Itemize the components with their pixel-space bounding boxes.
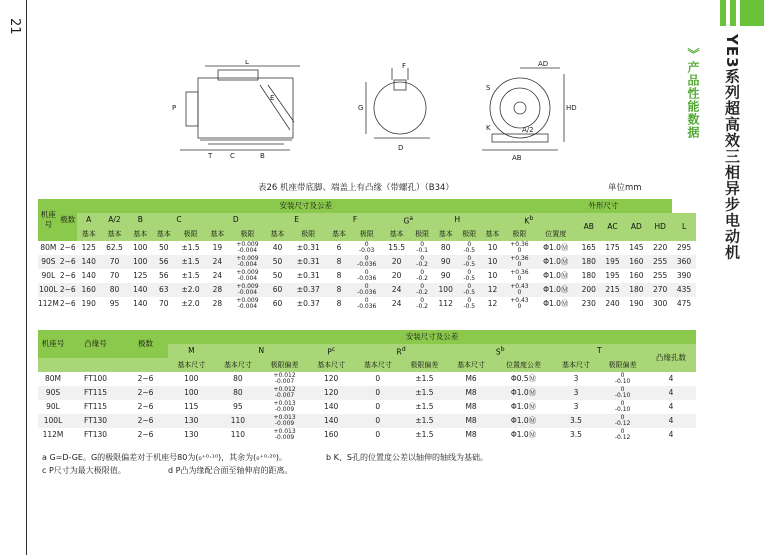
col-F: F <box>352 215 358 224</box>
cell: 3.5 <box>570 430 582 439</box>
label-C: C <box>230 152 235 160</box>
tol-cell: +0.009 -0.004 <box>229 255 266 269</box>
cell: 40 <box>272 243 283 252</box>
cell: 140 <box>133 299 148 308</box>
h2-install: 安装尺寸及公差 <box>405 332 459 341</box>
cell: ±1.5 <box>175 255 205 269</box>
label-G: G <box>358 104 364 112</box>
tol-cell: 0 -0.5 <box>458 255 481 269</box>
cell: ±0.31 <box>296 271 320 280</box>
cell: Φ1.0Ⓜ <box>494 386 552 400</box>
note-c: c P尺寸为最大极限值。 <box>42 466 126 475</box>
cell: 80M <box>40 243 57 252</box>
col2-S: $S^b$ <box>495 345 505 357</box>
cell: Φ1.0Ⓜ <box>535 283 577 297</box>
cell: 180 <box>624 283 648 297</box>
h-poles: 极数 <box>60 215 76 224</box>
cell: 140 <box>308 414 355 428</box>
tol-cell: 0 -0.12 <box>599 414 646 428</box>
tol-cell: 0 -0.2 <box>416 297 429 310</box>
cell: 140 <box>324 402 339 411</box>
cell: ±2.0 <box>181 299 200 308</box>
cell: FT130 <box>83 430 108 439</box>
cell: 8 <box>336 271 342 280</box>
col2-M: M <box>188 346 195 355</box>
cell: 90L <box>46 402 60 411</box>
cell: 4 <box>668 430 674 439</box>
label-B: B <box>260 152 265 160</box>
col-HD: HD <box>654 222 666 231</box>
cell: 190 <box>629 299 644 308</box>
cell: 390 <box>676 271 692 280</box>
note-a: a G=D-GE。G的极限偏差对于机座号80为(₀⁺⁰·¹⁰)，其余为(₀⁺⁰·²⁰)。 <box>42 453 287 462</box>
label-D: D <box>398 144 404 152</box>
cell: 80M <box>44 374 61 383</box>
cell: M8 <box>448 386 495 400</box>
table-row <box>38 414 696 428</box>
cell: 28 <box>212 299 223 308</box>
cell: 112M <box>38 299 59 308</box>
h-outline: 外形尺寸 <box>588 201 619 210</box>
col-L: L <box>681 222 687 231</box>
tol-cell: +0.009 -0.004 <box>236 241 259 254</box>
green-stripes <box>716 0 764 30</box>
cell: 100L <box>38 283 59 297</box>
tol-cell: +0.36 0 <box>504 255 535 269</box>
cell: 80 <box>101 283 129 297</box>
cell: 10 <box>481 255 504 269</box>
cell: 190 <box>81 299 96 308</box>
tol-cell: 0 -0.5 <box>463 269 476 282</box>
cell: 12 <box>487 299 498 308</box>
cell: 6 <box>336 243 342 252</box>
cell: 24 <box>206 255 229 269</box>
note-d: d P凸为缘配合面至轴伸肩的距离。 <box>168 466 293 475</box>
tol-cell: +0.36 0 <box>510 269 529 282</box>
tol-cell: +0.009 -0.004 <box>236 297 259 310</box>
cell: ±1.5 <box>415 402 434 411</box>
label-P: P <box>172 104 177 112</box>
col2-T: T <box>596 346 602 355</box>
cell: 435 <box>672 283 696 297</box>
cell: 140 <box>81 271 96 280</box>
cell: M6 <box>465 374 477 383</box>
cell: 100 <box>133 243 148 252</box>
cell: 0 <box>355 414 402 428</box>
cell: ±2.0 <box>175 283 205 297</box>
tol-cell: +0.36 0 <box>510 241 529 254</box>
label-L: L <box>245 60 249 66</box>
cell: ±0.31 <box>289 255 327 269</box>
cell: ±1.5 <box>181 271 200 280</box>
cell: 63 <box>152 283 175 297</box>
cell: 160 <box>629 271 644 280</box>
cell: 4 <box>668 374 674 383</box>
label-K: K <box>486 124 491 132</box>
label-A2: A/2 <box>522 126 534 134</box>
table-row <box>38 386 696 400</box>
tol-cell: +0.009 -0.004 <box>236 269 259 282</box>
cell: FT115 <box>83 402 108 411</box>
cell: 475 <box>676 299 692 308</box>
cell: ±1.5 <box>415 430 434 439</box>
cell: 70 <box>101 255 129 269</box>
table-row <box>38 269 696 283</box>
label-AD: AD <box>538 60 549 68</box>
cell: 8 <box>336 299 342 308</box>
cell: 50 <box>159 243 169 252</box>
cell: ±1.5 <box>415 374 434 383</box>
cell: 160 <box>77 283 101 297</box>
cell: 300 <box>653 299 668 308</box>
cell: FT115 <box>68 386 123 400</box>
cell: 2~6 <box>137 402 154 411</box>
cell: 8 <box>327 283 350 297</box>
cell: 3 <box>573 374 579 383</box>
tol-cell: 0 -0.12 <box>614 428 631 441</box>
cell: 145 <box>629 243 644 252</box>
flange-dimension-table: 机座号 凸缘号 极数 安装尺寸及公差 M N $P^c$ $R^d$ $S^b$ T 凸缘孔数 基本尺寸 基本尺寸 极限偏差 基本尺寸 基本尺寸 极限偏差 基本尺寸 位置度公差 基本尺寸 极限偏差 80M FT100 2~6 100 80 +0.012 -0.007 120 0 ±1.5 M6 Φ0.5Ⓜ 3 0 -0.10 4 90S FT115 2~6 100 80 +0.012 -0.007 120 0 ±1.5 M8 Φ1.0Ⓜ 3 0 -0.10 4 90L FT115 2~6 115 95 +0.013 -0.009 140 0 ±1.5 M8 Φ1.0Ⓜ 3 0 -0.10 4 100L FT130 2~6 130 110 +0.013 -0.009 140 0 ±1.5 M8 Φ1.0Ⓜ 3.5 0 -0.12 4 112M FT130 2~6 130 110 +0.013 -0.009 160 0 ±1.5 M8 Φ1.0Ⓜ 3.5 0 -0.12 4 <box>38 330 696 442</box>
cell: 120 <box>308 386 355 400</box>
cell: Φ1.0Ⓜ <box>510 430 537 439</box>
h2-frame: 机座号 <box>41 339 65 348</box>
h-frame: 机座号 <box>40 210 56 229</box>
cell: 3.5 <box>553 414 600 428</box>
tol-cell: 0 -0.036 <box>351 283 383 297</box>
tol-cell: 0 -0.2 <box>411 283 434 297</box>
col-E: E <box>294 215 300 224</box>
cell: 125 <box>81 243 96 252</box>
cell: 130 <box>184 430 199 439</box>
cell: 100 <box>434 283 458 297</box>
cell: 2~6 <box>59 283 77 297</box>
cell: 160 <box>624 255 648 269</box>
cell: 195 <box>601 255 625 269</box>
cell: ±0.31 <box>296 243 320 252</box>
tol-cell: 0 -0.036 <box>357 269 377 282</box>
tol-cell: +0.43 0 <box>510 297 529 310</box>
cell: 0 <box>375 430 381 439</box>
cell: 10 <box>487 271 498 280</box>
cell: 100 <box>184 374 199 383</box>
cell: 3 <box>553 386 600 400</box>
page-number: 21 <box>7 18 22 35</box>
col-A2: A/2 <box>108 215 121 224</box>
install-dimension-table: 机座号 极数 安装尺寸及公差 外形尺寸 A A/2 B C D E F $G^a$ H $K^b$ AB AC AD HD L 基本 基本 基本 基本 极限 基本 极限 基本 极限 基本 极限 基本 极限 基本 极限 基本 极限 位置度 80M 2~6 125 62.5 100 50 ±1.5 19 +0.009 -0.004 40 ±0.31 6 0 -0.03 15.5 0 -0.1 80 0 -0.5 10 +0.36 0 Φ1.0Ⓜ 165 175 145 220 295 90S 2~6 140 70 100 56 ±1.5 24 +0.009 -0.004 50 ±0.31 8 0 -0.036 20 0 -0.2 90 0 -0.5 10 +0.36 0 Φ1.0Ⓜ 180 195 160 255 360 90L 2~6 140 70 125 56 ±1.5 24 +0.009 -0.004 50 ±0.31 8 0 -0.036 20 0 -0.2 90 0 -0.5 10 +0.36 0 Φ1.0Ⓜ 180 195 160 255 390 100L 2~6 160 80 140 63 ±2.0 28 +0.009 -0.004 60 ±0.37 8 0 -0.036 24 0 -0.2 100 0 -0.5 12 +0.43 0 Φ1.0Ⓜ 200 215 180 270 435 112M 2~6 190 95 140 70 ±2.0 28 +0.009 -0.004 60 ±0.37 8 0 -0.036 24 0 -0.2 112 0 -0.5 12 +0.43 0 Φ1.0Ⓜ 230 240 190 300 475 <box>38 199 696 311</box>
table-row <box>38 241 696 255</box>
cell: ±1.5 <box>401 414 448 428</box>
col2-holes: 凸缘孔数 <box>655 353 686 362</box>
cell: 2~6 <box>123 386 168 400</box>
cell: 120 <box>324 374 339 383</box>
cell: 3 <box>573 402 579 411</box>
cell: 295 <box>676 243 692 252</box>
table-caption: 表26 机座带底脚、端盖上有凸缘（带螺孔）（B34） <box>258 183 454 193</box>
cell: 100 <box>128 255 152 269</box>
cell: 80 <box>440 243 451 252</box>
tol-cell: 0 -0.10 <box>614 400 631 413</box>
cell: 2~6 <box>137 374 154 383</box>
tol-cell: 0 -0.2 <box>416 269 429 282</box>
cell: 110 <box>230 430 246 439</box>
h2-poles: 极数 <box>138 339 153 348</box>
cell: 90L <box>41 271 56 280</box>
cell: 90S <box>38 255 59 269</box>
h2-flange: 凸缘号 <box>84 339 107 348</box>
cell: 20 <box>391 271 402 280</box>
cell: 220 <box>653 243 668 252</box>
tol-cell: 0 -0.10 <box>599 386 646 400</box>
tol-cell: 0 -0.2 <box>411 255 434 269</box>
cell: 50 <box>266 255 289 269</box>
tol-cell: 0 -0.036 <box>351 255 383 269</box>
tol-cell: +0.013 -0.009 <box>273 400 296 413</box>
cell: 2~6 <box>137 430 154 439</box>
cell: 0 <box>375 402 381 411</box>
cell: 60 <box>272 299 283 308</box>
col-K: $K^b$ <box>524 214 534 226</box>
cell: 56 <box>152 255 175 269</box>
col-A: A <box>86 215 92 224</box>
cell: 10 <box>487 243 498 252</box>
cell: 24 <box>212 271 223 280</box>
col-AC: AC <box>607 222 618 231</box>
tol-cell: +0.43 0 <box>504 283 535 297</box>
cell: 130 <box>168 414 215 428</box>
cell: ±1.5 <box>401 386 448 400</box>
cell: ±0.37 <box>289 283 327 297</box>
cell: ±0.37 <box>296 299 320 308</box>
label-S: S <box>486 84 491 92</box>
col2-R: $R^d$ <box>396 345 406 357</box>
cell: Φ1.0Ⓜ <box>494 414 552 428</box>
cell: 112 <box>438 299 453 308</box>
table-row <box>38 372 696 386</box>
col-G: $G^a$ <box>403 214 414 226</box>
cell: 230 <box>581 299 596 308</box>
cell: M8 <box>465 402 477 411</box>
tol-cell: 0 -0.10 <box>614 372 631 385</box>
cell: 80 <box>233 374 243 383</box>
cell: 70 <box>109 271 120 280</box>
table-row <box>38 283 696 297</box>
cell: ±1.5 <box>181 243 200 252</box>
cell: 200 <box>577 283 601 297</box>
note-b: b K、S孔的位置度公差以轴伸的轴线为基础。 <box>326 453 488 462</box>
cell: 255 <box>648 255 672 269</box>
tol-cell: 0 -0.036 <box>357 297 377 310</box>
cell: 60 <box>266 283 289 297</box>
cell: 180 <box>577 255 601 269</box>
cell: 175 <box>605 243 620 252</box>
cell: M8 <box>465 430 477 439</box>
cell: 215 <box>601 283 625 297</box>
page-number-bar <box>0 0 27 555</box>
table-row <box>38 428 696 442</box>
tol-cell: +0.012 -0.007 <box>261 386 308 400</box>
cell: Φ0.5Ⓜ <box>510 374 537 383</box>
cell: FT130 <box>68 414 123 428</box>
table-row <box>38 297 696 311</box>
cell: 12 <box>481 283 504 297</box>
tol-cell: 0 -0.5 <box>463 241 476 254</box>
h-install: 安装尺寸及公差 <box>279 201 332 210</box>
unit-label: 单位mm <box>608 183 642 193</box>
label-F: F <box>402 62 407 70</box>
cell: 90 <box>434 255 458 269</box>
cell: Φ1.0Ⓜ <box>535 255 577 269</box>
cell: 2~6 <box>59 271 76 280</box>
cell: 195 <box>605 271 620 280</box>
cell: 2~6 <box>59 243 76 252</box>
cell: 95 <box>233 402 243 411</box>
col2-P: $P^c$ <box>327 345 336 357</box>
col-AD: AD <box>630 222 642 231</box>
cell: 20 <box>383 255 411 269</box>
tol-cell: 0 -0.5 <box>463 297 476 310</box>
cell: 115 <box>184 402 199 411</box>
tol-cell: 0 -0.5 <box>458 283 481 297</box>
cell: 180 <box>581 271 596 280</box>
cell: 140 <box>77 255 101 269</box>
col-B: B <box>137 215 143 224</box>
cell: 90 <box>440 271 451 280</box>
cell: 2~6 <box>59 255 77 269</box>
cell: 140 <box>128 283 152 297</box>
cell: 360 <box>672 255 696 269</box>
cell: 100 <box>168 386 215 400</box>
col-AB: AB <box>583 222 594 231</box>
cell: 19 <box>212 243 223 252</box>
cell: 24 <box>391 299 402 308</box>
cell: Φ1.0Ⓜ <box>543 243 569 252</box>
cell: 4 <box>668 402 674 411</box>
cell: 4 <box>646 414 696 428</box>
cell: 240 <box>605 299 620 308</box>
cell: 8 <box>327 255 350 269</box>
cell: 112M <box>42 430 64 439</box>
cell: 95 <box>109 299 120 308</box>
label-AB: AB <box>512 154 522 162</box>
cell: 4 <box>646 386 696 400</box>
cell: 15.5 <box>388 243 405 252</box>
tol-cell: 0 -0.03 <box>358 241 375 254</box>
side-title: YE3系列超高效三相异步电动机 <box>723 34 741 261</box>
cell: Φ1.0Ⓜ <box>543 299 569 308</box>
table-row <box>38 400 696 414</box>
cell: 2~6 <box>123 414 168 428</box>
tol-cell: +0.009 -0.004 <box>229 283 266 297</box>
label-HD: HD <box>566 104 577 112</box>
cell: 0 <box>375 374 381 383</box>
cell: 50 <box>272 271 283 280</box>
motor-drawing <box>160 60 580 172</box>
tol-cell: +0.013 -0.009 <box>273 428 296 441</box>
cell: 28 <box>206 283 229 297</box>
cell: 255 <box>653 271 668 280</box>
tol-cell: 0 -0.1 <box>416 241 429 254</box>
cell: Φ1.0Ⓜ <box>543 271 569 280</box>
cell: 90S <box>38 386 68 400</box>
cell: FT100 <box>83 374 108 383</box>
cell: 110 <box>215 414 262 428</box>
cell: 100L <box>38 414 68 428</box>
label-T: T <box>208 152 213 160</box>
col-D: D <box>232 215 239 224</box>
cell: 56 <box>159 271 169 280</box>
cell: 70 <box>159 299 169 308</box>
cell: 24 <box>383 283 411 297</box>
cell: 160 <box>324 430 339 439</box>
cell: 165 <box>581 243 596 252</box>
cell: 270 <box>648 283 672 297</box>
label-E: E <box>270 94 275 102</box>
cell: 2~6 <box>59 299 76 308</box>
side-subtitle: 》产品性能数据 <box>686 48 700 139</box>
col-H: H <box>454 215 461 224</box>
cell: 0 <box>355 386 402 400</box>
tol-cell: +0.012 -0.007 <box>273 372 296 385</box>
cell: 80 <box>215 386 262 400</box>
cell: Φ1.0Ⓜ <box>510 402 537 411</box>
cell: 62.5 <box>106 243 123 252</box>
col-C: C <box>176 215 182 224</box>
cell: 125 <box>133 271 148 280</box>
tol-cell: +0.013 -0.009 <box>261 414 308 428</box>
col2-N: N <box>258 346 265 355</box>
table-row <box>38 255 696 269</box>
cell: M8 <box>448 414 495 428</box>
